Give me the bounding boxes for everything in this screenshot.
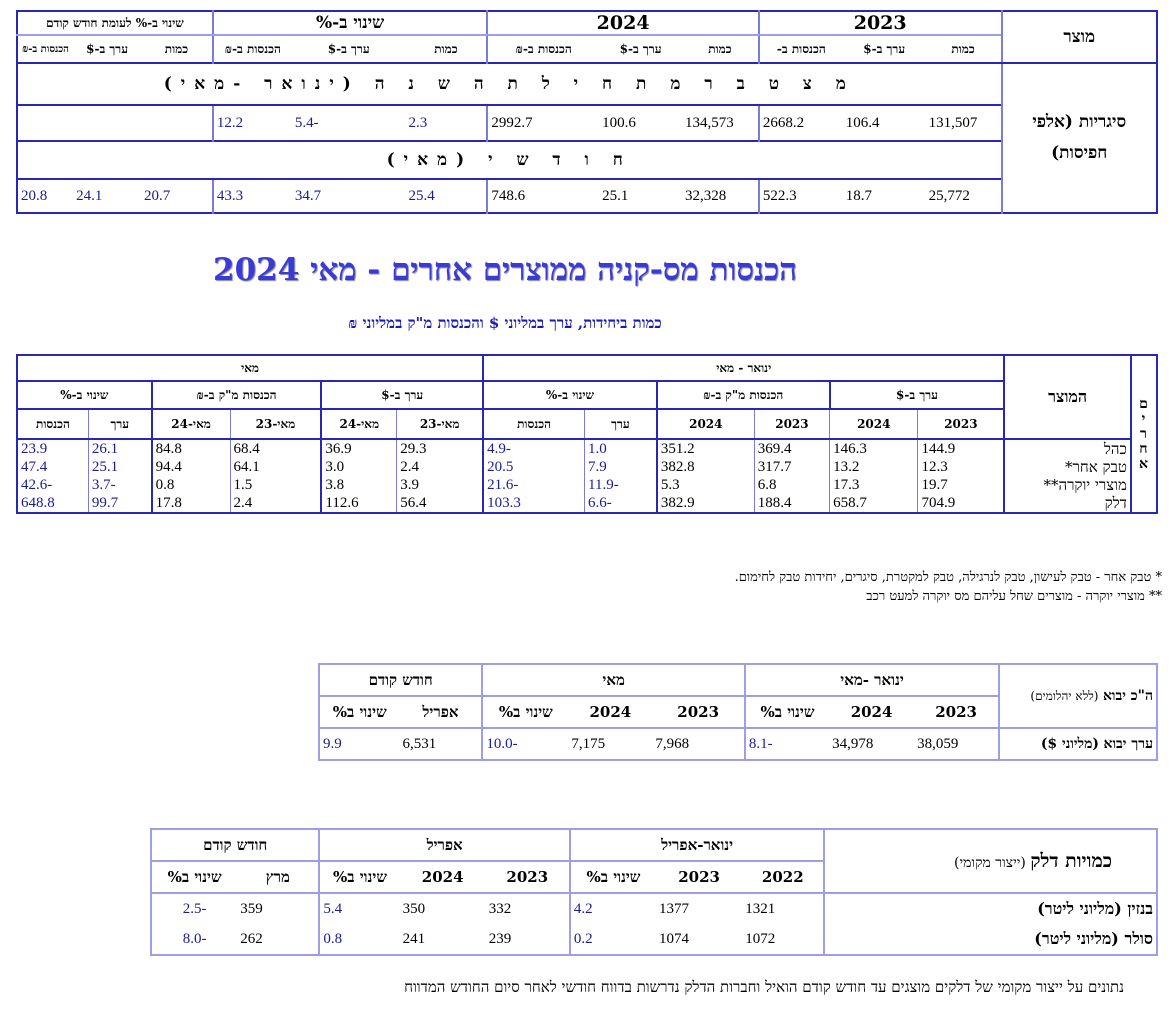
cell: 13.2 bbox=[830, 458, 918, 476]
jm-value-usd: ערך ב-$ bbox=[830, 381, 1005, 409]
year-2023-header: 2023 bbox=[759, 11, 1002, 35]
cum-qty-2023: 131,507 bbox=[928, 114, 978, 131]
row-label-unit: (מליוני ליטר) bbox=[1037, 899, 1122, 918]
m-change-pct: שינוי ב-% bbox=[17, 381, 152, 409]
product-name-cigarettes: סיגריות (אלפי חפיסות) bbox=[1002, 63, 1158, 213]
cell: 26.1 bbox=[88, 439, 151, 458]
mon-qty-2024: 32,328 bbox=[684, 187, 727, 204]
m-value-may24: מאי-24 bbox=[321, 409, 396, 439]
product-name: טבק אחר* bbox=[1004, 458, 1131, 476]
cell: 1377 bbox=[659, 900, 690, 917]
cell: -3.7 bbox=[88, 476, 151, 494]
col-may-change: שינוי ב% bbox=[482, 696, 568, 728]
jm-change-pct: שינוי ב-% bbox=[483, 381, 657, 409]
cell: -42.6 bbox=[21, 477, 53, 493]
cum-qty-2024: 134,573 bbox=[684, 114, 734, 131]
mon-qty-2023: 25,772 bbox=[928, 187, 970, 204]
cell: 84.8 bbox=[152, 439, 230, 458]
col-rev-2023: הכנסות ב- bbox=[759, 35, 843, 63]
col-value-prev: ערך ב-$ bbox=[86, 41, 128, 56]
cell: 29.3 bbox=[397, 439, 483, 458]
cell: 17.8 bbox=[152, 494, 230, 513]
other-products-table bbox=[16, 354, 1158, 514]
col-value-2024: ערך ב-$ bbox=[619, 41, 662, 56]
table-row bbox=[151, 893, 1157, 924]
cell: 369.4 bbox=[754, 439, 829, 458]
fuel-title bbox=[824, 829, 1157, 893]
col-2023: 2023 bbox=[656, 861, 742, 893]
cell: 332 bbox=[488, 900, 512, 917]
col-prev-change: שינוי ב% bbox=[319, 696, 400, 728]
cell: 1321 bbox=[745, 900, 776, 917]
fuel-title-main: כמויות דלק bbox=[1030, 849, 1112, 872]
m-rev-may24: מאי-24 bbox=[152, 409, 230, 439]
page-title: הכנסות מס-קניה ממוצרים אחרים - מאי 2024 bbox=[213, 252, 797, 288]
mon-qty-prev: 20.7 bbox=[144, 187, 171, 204]
col-march: מרץ bbox=[237, 861, 319, 893]
cell: -11.9 bbox=[585, 476, 657, 494]
cell: 6.8 bbox=[754, 476, 829, 494]
cell: 1072 bbox=[745, 930, 776, 947]
cum-rev-2024: 2992.7 bbox=[487, 105, 599, 141]
cell: 17.3 bbox=[830, 476, 918, 494]
row-label-main: בנזין bbox=[1127, 899, 1153, 918]
row-label bbox=[999, 728, 1157, 760]
cell: 5.4 bbox=[319, 893, 399, 924]
april-header: אפריל bbox=[319, 829, 569, 861]
product-name: מוצרי יוקרה** bbox=[1004, 476, 1131, 494]
cum-rev-2023: 2668.2 bbox=[759, 105, 843, 141]
cell: 0.2 bbox=[570, 924, 656, 955]
cell: 146.3 bbox=[830, 439, 918, 458]
row-label bbox=[824, 893, 1157, 924]
others-side-label: אחרים bbox=[1131, 355, 1157, 513]
cell: 68.4 bbox=[230, 439, 321, 458]
jan-apr-header: ינואר-אפריל bbox=[570, 829, 824, 861]
row-label-main: סולר bbox=[1124, 929, 1153, 948]
col-rev-prev: הכנסות ב-₪ bbox=[22, 43, 69, 55]
cell: -10.0 bbox=[482, 728, 568, 760]
col-change: שינוי ב% bbox=[745, 696, 829, 728]
col-value-2023: ערך ב-$ bbox=[863, 41, 906, 56]
cigarettes-table bbox=[16, 10, 1158, 214]
table-row bbox=[319, 728, 1157, 760]
mon-value-change: 34.7 bbox=[294, 187, 322, 204]
product-header: המוצר bbox=[1004, 355, 1131, 439]
col-apr-change: שינוי ב% bbox=[319, 861, 399, 893]
prev-month-header: חודש קודם bbox=[319, 664, 482, 696]
cell: 3.0 bbox=[321, 458, 396, 476]
fuel-table bbox=[150, 828, 1158, 956]
cell: 317.7 bbox=[754, 458, 829, 476]
cell: 4.2 bbox=[570, 893, 656, 924]
col-qty-2024: כמות bbox=[708, 41, 732, 56]
mon-rev-change: 43.3 bbox=[213, 179, 292, 213]
cell: 25.1 bbox=[88, 458, 151, 476]
m-value-usd: ערך ב-$ bbox=[321, 381, 483, 409]
cell: -21.6 bbox=[483, 476, 584, 494]
cell: 359 bbox=[240, 900, 263, 917]
cum-value-2024: 100.6 bbox=[602, 114, 636, 131]
col-2022: 2022 bbox=[742, 861, 824, 893]
cell: -8.0 bbox=[182, 930, 207, 947]
fuel-title-note: (ייצור מקומי) bbox=[954, 854, 1026, 871]
cell: 12.3 bbox=[918, 458, 1004, 476]
footnote-other-tobacco: * טבק אחר - טבק לעישון, טבק לנרגילה, טבק למקטרת, סיגרים, יחידות טבק לחימום. bbox=[734, 570, 1162, 585]
mon-rev-2023: 522.3 bbox=[759, 179, 843, 213]
cell: 351.2 bbox=[657, 439, 754, 458]
cell: 2.4 bbox=[397, 458, 483, 476]
table-row bbox=[17, 476, 1157, 494]
col-may-2024: 2024 bbox=[568, 696, 652, 728]
col-apr-2024: 2024 bbox=[400, 861, 486, 893]
cell: 99.7 bbox=[88, 494, 151, 513]
cell: 7,968 bbox=[655, 735, 690, 752]
cell: 5.3 bbox=[657, 476, 754, 494]
cell: 19.7 bbox=[918, 476, 1004, 494]
cell: 382.8 bbox=[657, 458, 754, 476]
row-label bbox=[824, 924, 1157, 955]
cell: 0.8 bbox=[152, 476, 230, 494]
cell: -4.9 bbox=[483, 439, 584, 458]
mon-qty-change: 25.4 bbox=[408, 187, 435, 204]
cell: 38,059 bbox=[917, 735, 959, 752]
cell: 94.4 bbox=[152, 458, 230, 476]
imports-table bbox=[318, 663, 1158, 761]
footnote-luxury: ** מוצרי יוקרה - מוצרים שחל עליהם מס יוקרה למעט רכב bbox=[866, 589, 1162, 604]
table-row bbox=[151, 924, 1157, 955]
jan-may-header: ינואר - מאי bbox=[483, 355, 1004, 381]
cum-qty-change: 2.3 bbox=[408, 114, 428, 131]
col-qty-prev: כמות bbox=[164, 41, 189, 56]
table-row bbox=[17, 439, 1157, 458]
cell: -8.1 bbox=[745, 728, 829, 760]
m-value-may23: מאי-23 bbox=[397, 409, 483, 439]
change-header: שינוי ב-% bbox=[213, 11, 487, 35]
imports-title-main: ה"כ יבוא bbox=[1102, 687, 1153, 704]
page-subtitle: כמות ביחידות, ערך במליוני $ והכנסות מ"ק במליוני ₪ bbox=[348, 314, 662, 332]
jm-change-value: ערך bbox=[585, 409, 657, 439]
mon-rev-2024: 748.6 bbox=[487, 179, 599, 213]
cell: 188.4 bbox=[754, 494, 829, 513]
footnotes bbox=[735, 568, 1162, 606]
col-rev-change: הכנסות ב-₪ bbox=[213, 35, 292, 63]
cum-rev-change: 12.2 bbox=[213, 105, 292, 141]
cell: 239 bbox=[488, 930, 512, 947]
row-label-unit: (מליוני ליטר) bbox=[1034, 929, 1119, 948]
footer-note: נתונים על ייצור מקומי של דלקים מוצגים עד חודש קודם הואיל וחברות הדלק נדרשות בדווח חודשי לאחר סיום החודש המדווח bbox=[404, 978, 1124, 996]
row-label-main: ערך יבוא bbox=[1103, 735, 1153, 752]
m-change-value: ערך bbox=[88, 409, 151, 439]
col-value-change: ערך ב-$ bbox=[327, 41, 370, 56]
cell: 1074 bbox=[659, 930, 690, 947]
jan-may-header: ינואר -מאי bbox=[745, 664, 999, 696]
product-name: דלק bbox=[1004, 494, 1131, 513]
cell: 241 bbox=[402, 930, 426, 947]
prev-month-header: שינוי ב-% לעומת חודש קודם bbox=[17, 11, 213, 35]
mon-value-2024: 25.1 bbox=[602, 187, 629, 204]
col-2023: 2023 bbox=[914, 696, 999, 728]
cell: 103.3 bbox=[483, 494, 584, 513]
col-qty-change: כמות bbox=[434, 41, 458, 56]
col-change: שינוי ב% bbox=[570, 861, 656, 893]
cell: 34,978 bbox=[832, 735, 874, 752]
cell: 144.9 bbox=[918, 439, 1004, 458]
mon-value-prev: 24.1 bbox=[76, 187, 103, 204]
cell: 350 bbox=[402, 900, 426, 917]
imports-title-note: (ללא יהלומים) bbox=[1030, 688, 1099, 703]
may-header: מאי bbox=[17, 355, 483, 381]
cell: 47.4 bbox=[21, 459, 48, 475]
cell: 0.8 bbox=[319, 924, 399, 955]
col-rev-2024: הכנסות ב-₪ bbox=[487, 35, 599, 63]
m-rev-may23: מאי-23 bbox=[230, 409, 321, 439]
cell: 23.9 bbox=[21, 441, 48, 457]
cell: 56.4 bbox=[397, 494, 483, 513]
cell: 262 bbox=[240, 930, 263, 947]
cell: 2.4 bbox=[230, 494, 321, 513]
col-apr-2023: 2023 bbox=[486, 861, 570, 893]
cell: 7,175 bbox=[571, 735, 606, 752]
col-2024: 2024 bbox=[829, 696, 914, 728]
cell: 3.9 bbox=[397, 476, 483, 494]
mon-rev-prev: 20.8 bbox=[21, 187, 48, 204]
imports-title bbox=[999, 664, 1157, 728]
cell: 36.9 bbox=[321, 439, 396, 458]
cell: 64.1 bbox=[230, 458, 321, 476]
col-prev-change: שינוי ב% bbox=[151, 861, 237, 893]
cumulative-label: מ צ ט ב ר מ ת ח י ל ת ה ש נ ה (ינואר -מאי) bbox=[17, 63, 1002, 105]
monthly-label: ח ו ד ש י (מאי) bbox=[17, 141, 1002, 179]
jm-value-2023: 2023 bbox=[918, 409, 1004, 439]
cell: 9.9 bbox=[323, 735, 342, 752]
table-row bbox=[17, 458, 1157, 476]
cell: -2.5 bbox=[182, 900, 207, 917]
cum-value-change: -5.4 bbox=[294, 114, 319, 131]
col-april: אפריל bbox=[400, 696, 483, 728]
cell: 1.0 bbox=[585, 439, 657, 458]
product-header: מוצר bbox=[1002, 11, 1158, 63]
cell: 1.5 bbox=[230, 476, 321, 494]
m-change-rev: הכנסות bbox=[17, 409, 88, 439]
product-name: כהל bbox=[1004, 439, 1131, 458]
cell: -6.6 bbox=[585, 494, 657, 513]
cell: 704.9 bbox=[918, 494, 1004, 513]
table-row bbox=[17, 494, 1157, 513]
jm-rev-2024: 2024 bbox=[657, 409, 754, 439]
cell: 648.8 bbox=[21, 495, 55, 511]
mon-value-2023: 18.7 bbox=[845, 187, 872, 204]
jm-change-rev: הכנסות bbox=[483, 409, 584, 439]
cell: 20.5 bbox=[483, 458, 584, 476]
prev-month-header: חודש קודם bbox=[151, 829, 319, 861]
cell: 7.9 bbox=[585, 458, 657, 476]
cum-value-2023: 106.4 bbox=[845, 114, 880, 131]
jm-rev-nis: הכנסות מ"ק ב-₪ bbox=[657, 381, 830, 409]
cell: 658.7 bbox=[830, 494, 918, 513]
cell: 3.8 bbox=[321, 476, 396, 494]
may-header: מאי bbox=[482, 664, 745, 696]
row-label-unit: (מליוני $) bbox=[1040, 735, 1099, 752]
cell: 382.9 bbox=[657, 494, 754, 513]
jm-rev-2023: 2023 bbox=[754, 409, 829, 439]
col-qty-2023: כמות bbox=[951, 41, 975, 56]
jm-value-2024: 2024 bbox=[830, 409, 918, 439]
cell: 112.6 bbox=[321, 494, 396, 513]
m-rev-nis: הכנסות מ"ק ב-₪ bbox=[152, 381, 322, 409]
col-may-2023: 2023 bbox=[652, 696, 745, 728]
cell: 6,531 bbox=[402, 735, 437, 752]
year-2024-header: 2024 bbox=[487, 11, 759, 35]
